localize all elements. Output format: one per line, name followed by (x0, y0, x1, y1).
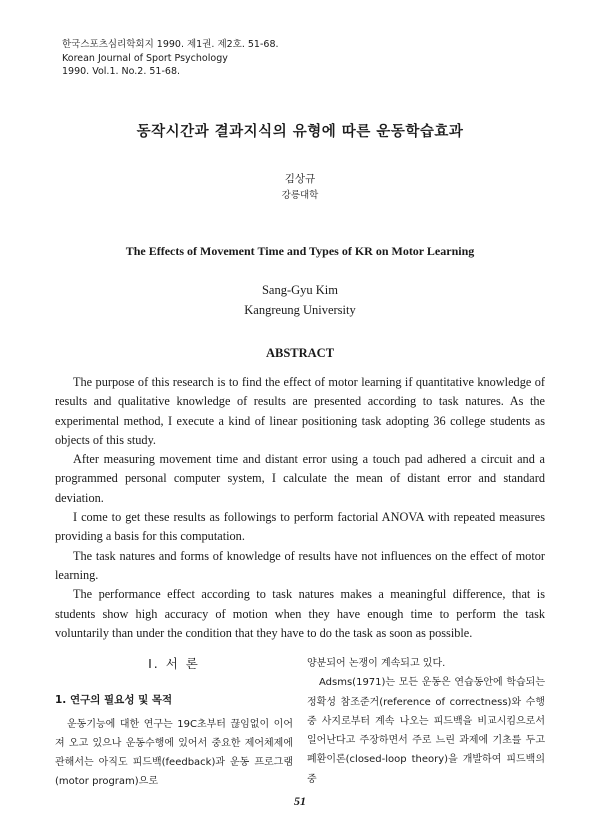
abstract-paragraph: The performance effect according to task natures makes a meaningful difference, that is students show high accuracy of motion when they have enough time to perform the task voluntarily than under the condition that they have to do the task as soon as possible. (55, 587, 545, 640)
affiliation-english: Kangreung University (244, 303, 356, 317)
abstract-heading: ABSTRACT (265, 346, 335, 360)
subsection-title: 1. 연구의 필요성 및 목적 (55, 694, 173, 707)
author-korean: 김상규 (284, 173, 316, 185)
body-column-right (307, 654, 545, 789)
header-journal-name: Korean Journal of Sport Psychology (62, 52, 228, 64)
paper-title-english: The Effects of Movement Time and Types of KR on Motor Learning (125, 244, 475, 258)
abstract-paragraph: After measuring movement time and distant error using a touch pad adhered a circuit and a programmed personal computer system, I calculate the mean of distant error and standard deviation. (55, 452, 545, 505)
body-column-left (55, 654, 293, 792)
abstract-paragraph: I come to get these results as followings to perform factorial ANOVA with repeated measures providing a basis for this computation. (55, 510, 545, 544)
author-english: Sang-Gyu Kim (261, 283, 339, 297)
header-volume: 1990. Vol.1. No.2. 51-68. (62, 66, 181, 77)
body-paragraph: 양분되어 논쟁이 계속되고 있다. (307, 658, 446, 669)
affiliation-korean: 강릉대학 (281, 190, 319, 201)
author-block-english (0, 280, 600, 320)
journal-header (62, 38, 279, 79)
body-paragraph: 운동기능에 대한 연구는 19C초부터 끊임없이 이어져 오고 있으나 운동수행에 있어서 중요한 제어체제에 관해서는 아직도 피드백(feedback)과 운동 프로그램(motor program)으로 (55, 718, 293, 788)
page-number: 51 (294, 794, 306, 808)
abstract-paragraph: The task natures and forms of knowledge of results have not influences on the effect of motor learning. (55, 548, 545, 582)
body-paragraph: Adsms(1971)는 모든 운동은 연습동안에 학습되는 정확성 참조준거(reference of correctness)와 수행중 사지로부터 계속 나오는 피드백을 비교시킴으로서 일어난다고 주장하면서 주로 느린 과제에 기초를 두고 폐환이론(closed-loop theory)을 개발하여 피드백의 중 (307, 677, 545, 785)
abstract-paragraph: The purpose of this research is to find the effect of motor learning if quantitative knowledge of results and qualitative knowledge of results are presented according to task natures. As the experimental method, I execute a kind of linear positioning task adopting 36 college students as objects of this study. (55, 375, 545, 447)
paper-title-korean: 동작시간과 결과지식의 유형에 따른 운동학습효과 (136, 124, 464, 140)
section-title: I. 서 론 (148, 656, 200, 671)
abstract-body (55, 373, 545, 643)
header-korean-citation: 한국스포츠심리학회지 1990. 제1권. 제2호. 51-68. (62, 39, 279, 50)
